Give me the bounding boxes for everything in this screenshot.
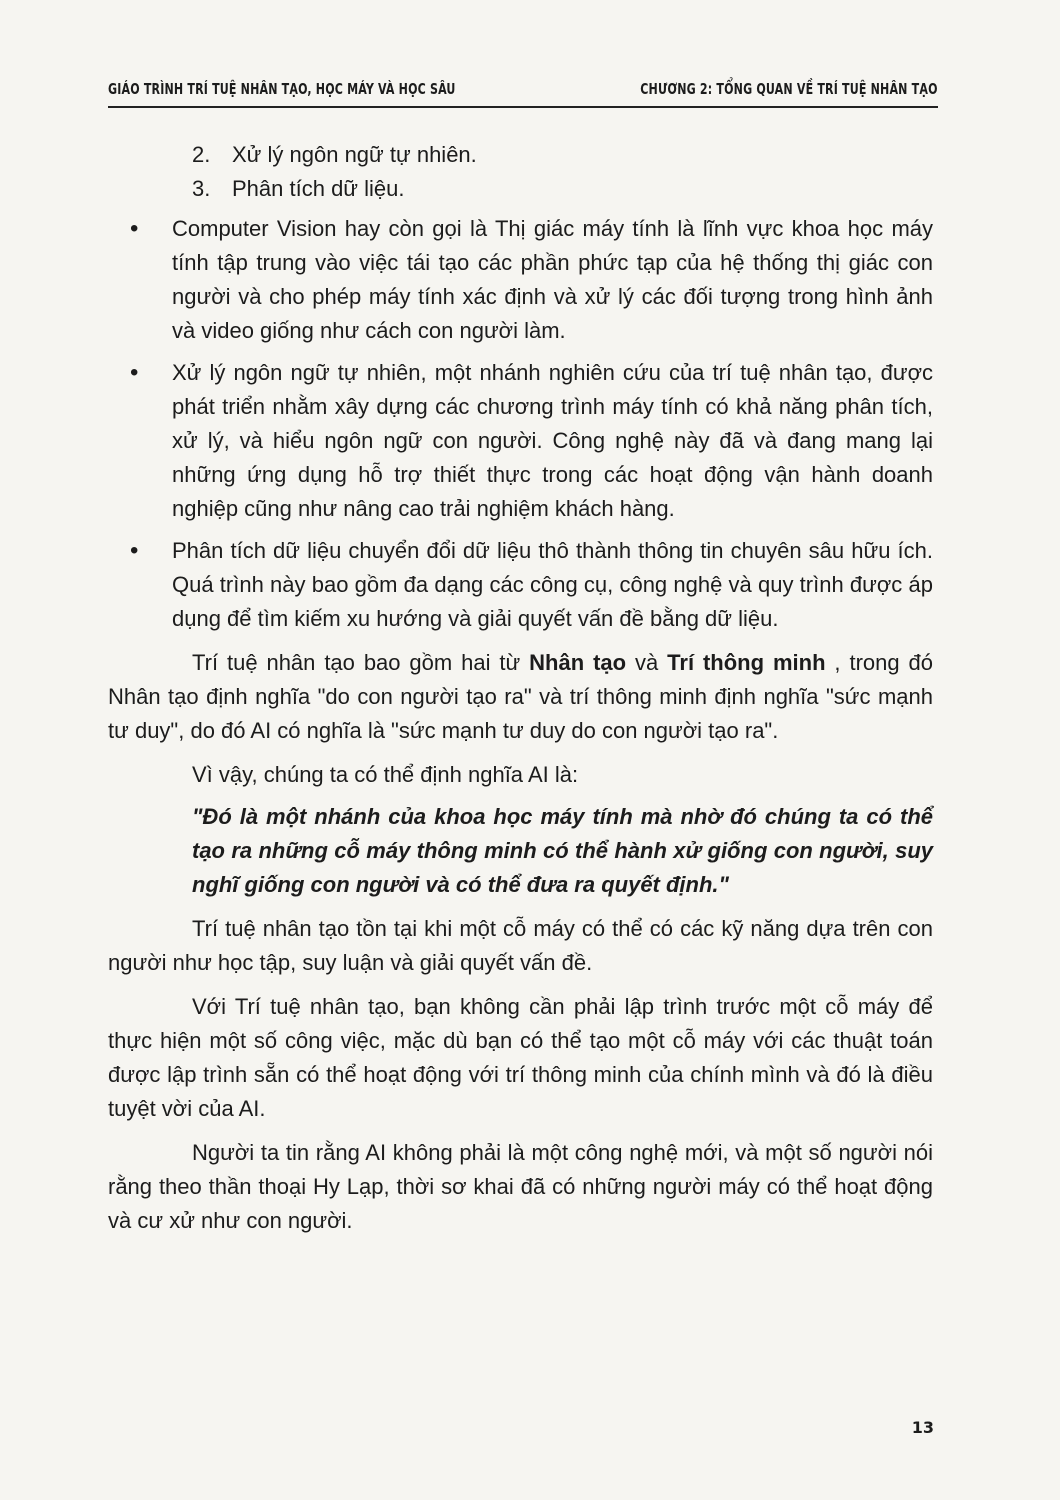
numbered-item: 3. Phân tích dữ liệu.: [192, 176, 405, 201]
paragraph-history: Người ta tin rằng AI không phải là một công nghệ mới, và một số người nói rằng theo thần thoại Hy Lạp, thời sơ khai đã có những người máy có thể hoạt động và cư xử như con người.: [108, 1140, 933, 1233]
header-book-title: GIÁO TRÌNH TRÍ TUỆ NHÂN TẠO, HỌC MÁY VÀ HỌC SÂU: [108, 80, 456, 98]
bullet-item-computer-vision: • Computer Vision hay còn gọi là Thị giác máy tính là lĩnh vực khoa học máy tính tập trung vào việc tái tạo các phần phức tạp của hệ thống thị giác con người và cho phép máy tính xác định và xử lý các đối tượng trong hình ảnh và video giống như cách con người làm.: [108, 212, 933, 348]
bullet-list: [108, 212, 933, 636]
bullet-dot-icon: •: [130, 215, 139, 242]
bullet-item-data-analysis: • Phân tích dữ liệu chuyển đổi dữ liệu thô thành thông tin chuyên sâu hữu ích. Quá trình này bao gồm đa dạng các công cụ, công nghệ và quy trình được áp dụng để tìm kiếm xu hướng và giải quyết vấn đề bằng dữ liệu.: [108, 534, 933, 636]
bullet-dot-icon: •: [130, 359, 139, 386]
bullet-dot-icon: •: [130, 537, 139, 564]
numbered-item: 2. Xử lý ngôn ngữ tự nhiên.: [192, 142, 477, 167]
bullet-item-nlp: • Xử lý ngôn ngữ tự nhiên, một nhánh nghiên cứu của trí tuệ nhân tạo, được phát triển nhằm xây dựng các chương trình máy tính có khả năng phân tích, xử lý, và hiểu ngôn ngữ con người. Công nghệ này đã và đang mang lại những ứng dụng hỗ trợ thiết thực trong các hoạt động vận hành doanh nghiệp cũng như nâng cao trải nghiệm khách hàng.: [108, 356, 933, 526]
term-artificial: Nhân tạo: [529, 650, 627, 675]
header-chapter-title: CHƯƠNG 2: TỔNG QUAN VỀ TRÍ TUỆ NHÂN TẠO: [640, 80, 938, 98]
paragraph-define-intro: Vì vậy, chúng ta có thể định nghĩa AI là:: [192, 762, 579, 787]
term-intelligence: Trí thông minh: [667, 650, 826, 675]
paragraph-ai-exists: Trí tuệ nhân tạo tồn tại khi một cỗ máy có thể có các kỹ năng dựa trên con người như học tập, suy luận và giải quyết vấn đề.: [108, 916, 933, 975]
running-header: [108, 76, 938, 108]
page-body: [108, 138, 933, 1238]
paragraph-no-preprogramming: Với Trí tuệ nhân tạo, bạn không cần phải lập trình trước một cỗ máy để thực hiện một số công việc, mặc dù bạn có thể tạo một cỗ máy với các thuật toán được lập trình sẵn có thể hoạt động với trí thông minh của chính mình và đó là điều tuyệt vời của AI.: [108, 994, 933, 1121]
definition-quote: "Đó là một nhánh của khoa học máy tính mà nhờ đó chúng ta có thể tạo ra những cỗ máy thông minh có thể hành xử giống con người, suy nghĩ giống con người và có thể đưa ra quyết định.": [192, 804, 933, 897]
paragraph-ai-definition: Trí tuệ nhân tạo bao gồm hai từ Nhân tạo và Trí thông minh , trong đó Nhân tạo định nghĩa "do con người tạo ra" và trí thông minh định nghĩa "sức mạnh tư duy", do đó AI có nghĩa là "sức mạnh tư duy do con người tạo ra".: [108, 650, 933, 743]
page-number: 13: [911, 1418, 934, 1437]
